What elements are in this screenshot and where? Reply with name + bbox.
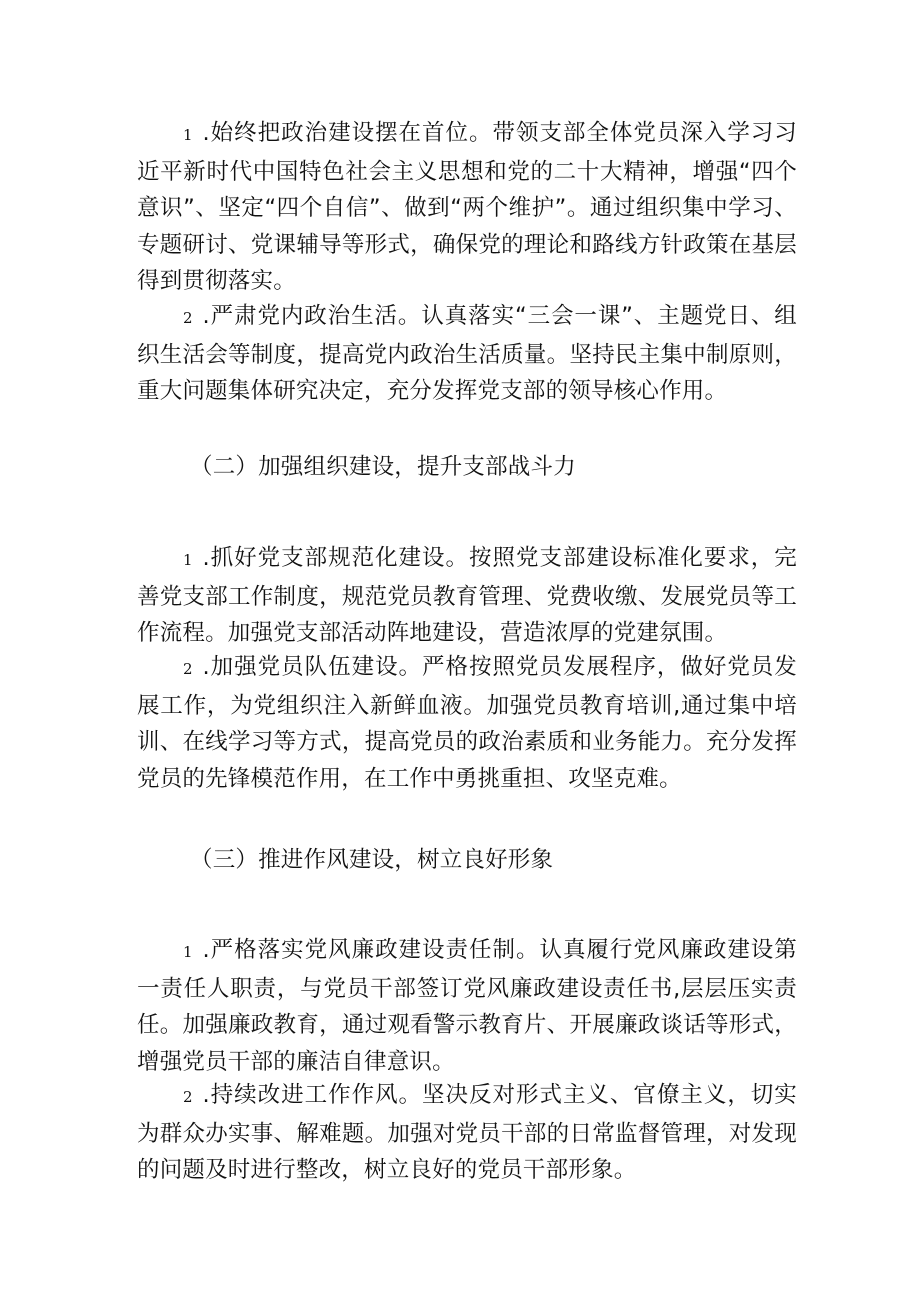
item-number: 2 [183, 660, 193, 678]
item-number: 2 [183, 1088, 193, 1106]
paragraph-3-2 [137, 1077, 797, 1189]
item-number: 2 [183, 309, 193, 327]
paragraph-1-2 [137, 298, 797, 410]
paragraph-text: .严肃党内政治生活。认真落实“三会一课”、主题党日、组织生活会等制度，提高党内政治生活质量。坚持民主集中制原则，重大问题集体研究决定，充分发挥党支部的领导核心作用。 [137, 303, 797, 404]
paragraph-2-1 [137, 540, 797, 652]
section-heading-2: （二）加强组织建设，提升支部战斗力 [190, 454, 576, 480]
paragraph-text: .抓好党支部规范化建设。按照党支部建设标准化要求，完善党支部工作制度，规范党员教育管理、党费收缴、发展党员等工作流程。加强党支部活动阵地建设，营造浓厚的党建氛围。 [137, 545, 797, 646]
paragraph-text: .始终把政治建设摆在首位。带领支部全体党员深入学习习近平新时代中国特色社会主义思想和党的二十大精神，增强“四个意识”、坚定“四个自信”、做到“两个维护”。通过组织集中学习、专题研讨、党课辅导等形式，确保党的理论和路线方针政策在基层得到贯彻落实。 [137, 120, 797, 294]
item-number: 1 [183, 943, 193, 961]
paragraph-3-1 [137, 932, 797, 1080]
paragraph-text: .持续改进工作作风。坚决反对形式主义、官僚主义，切实为群众办实事、解难题。加强对党员干部的日常监督管理，对发现的问题及时进行整改，树立良好的党员干部形象。 [137, 1082, 797, 1183]
paragraph-text: .严格落实党风廉政建设责任制。认真履行党风廉政建设第一责任人职责，与党员干部签订党风廉政建设责任书,层层压实责任。加强廉政教育，通过观看警示教育片、开展廉政谈话等形式，增强党员干部的廉洁自律意识。 [137, 937, 797, 1075]
section-heading-3: （三）推进作风建设，树立良好形象 [190, 847, 554, 873]
paragraph-2-2 [137, 649, 797, 797]
item-number: 1 [183, 551, 193, 569]
paragraph-1-1 [137, 115, 797, 300]
paragraph-text: .加强党员队伍建设。严格按照党员发展程序，做好党员发展工作，为党组织注入新鲜血液。加强党员教育培训,通过集中培训、在线学习等方式，提高党员的政治素质和业务能力。充分发挥党员的先锋模范作用，在工作中勇挑重担、攻坚克难。 [137, 654, 797, 792]
item-number: 1 [183, 126, 193, 144]
